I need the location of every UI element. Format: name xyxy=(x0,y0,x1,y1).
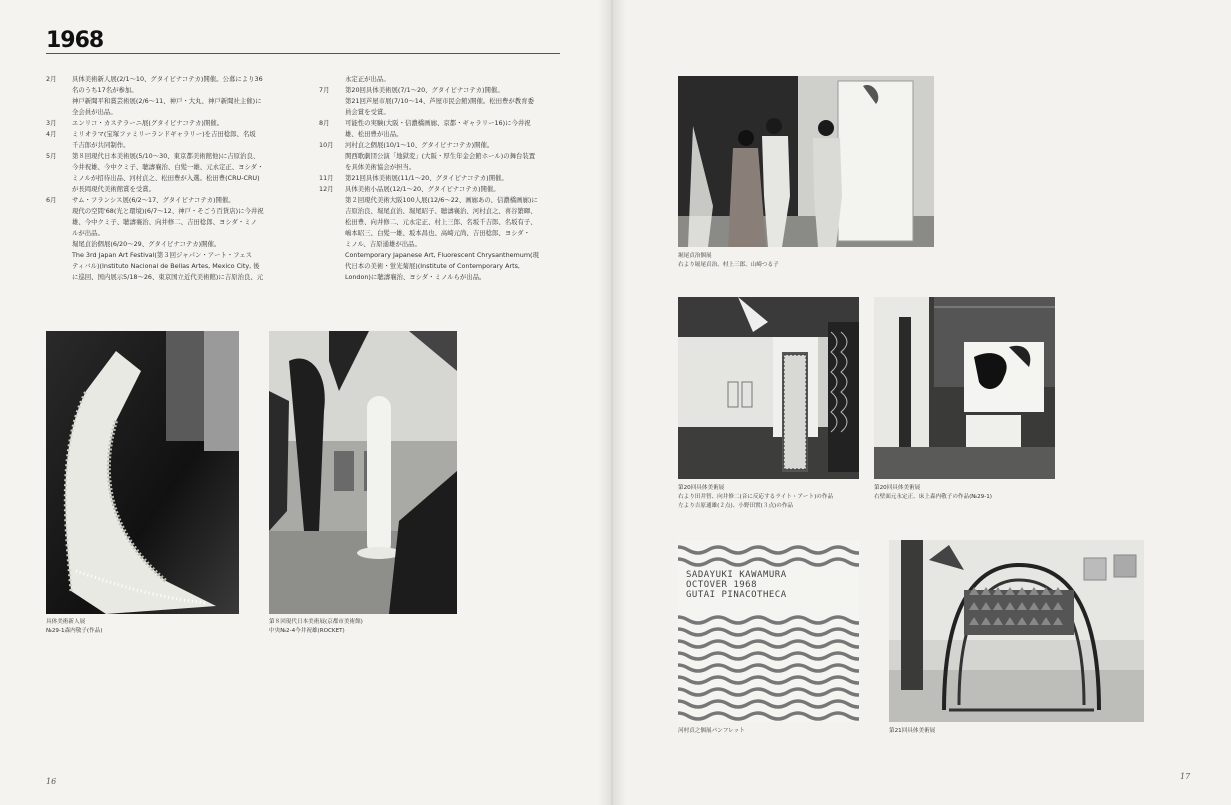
chronology-month: 8月 xyxy=(319,119,330,127)
chronology-entry xyxy=(319,272,579,283)
chronology-month xyxy=(46,173,72,184)
photo-e-caption-line2: 右壁面元永定正、床上森内敬子の作品(№29-1) xyxy=(874,494,992,500)
photo-gutai-newcomers-work xyxy=(46,331,239,614)
chronology-text: ミノル、吉原通雄が出品。 xyxy=(345,240,421,248)
chronology-entry xyxy=(319,118,579,129)
chronology-month xyxy=(319,74,345,85)
chronology-text: エンリコ・カステラーニ展(グタイピナコテカ)開催。 xyxy=(72,119,224,127)
chronology-entry xyxy=(46,261,308,272)
chronology-text: 現代の空間'68(光と環境)(6/7～12、神戸・そごう百貨店)に今井祝 xyxy=(72,207,264,215)
chronology-entry xyxy=(46,74,308,85)
chronology-text: 雄、松田豊が出品。 xyxy=(345,130,403,138)
chronology-month xyxy=(46,107,72,118)
chronology-month: 3月 xyxy=(46,119,57,127)
chronology-text: 第21回具体美術展(11/1～20、グタイピナコテカ)開催。 xyxy=(345,174,508,182)
photo-e-caption-line1: 第20回具体美術展 xyxy=(874,485,921,491)
chronology-month: 2月 xyxy=(46,75,57,83)
chronology-month xyxy=(319,151,345,162)
chronology-entry xyxy=(46,272,308,283)
year-heading: 1968 xyxy=(46,28,104,53)
photo-a-caption-line2: №29-1森内敬子(作品) xyxy=(46,628,103,634)
chronology-entry xyxy=(319,217,579,228)
photo-b-caption-line2: 中央№2-4今井祝雄(ROCKET) xyxy=(269,628,345,634)
chronology-entry xyxy=(319,96,579,107)
chronology-entry xyxy=(319,228,579,239)
chronology-text: 千吉郎が共同制作。 xyxy=(72,141,130,149)
chronology-month xyxy=(46,217,72,228)
chronology-text: 第２回現代美術大阪100人展(12/6～22、画廊あの、信濃橋画廊)に xyxy=(345,196,538,204)
chronology-month xyxy=(319,206,345,217)
chronology-text: 関西歌劇団公演「地獄変」(大阪・厚生年金会館ホール)の舞台装置 xyxy=(345,152,536,160)
chronology-entry xyxy=(46,129,308,140)
chronology-month: 11月 xyxy=(319,174,334,182)
chronology-entry xyxy=(319,151,579,162)
chronology-month xyxy=(319,228,345,239)
chronology-entry xyxy=(46,96,308,107)
chronology-entry xyxy=(46,195,308,206)
chronology-month xyxy=(319,261,345,272)
chronology-text: 名のうち17名が参加。 xyxy=(72,86,138,94)
chronology-entry xyxy=(46,140,308,151)
chronology-month xyxy=(319,250,345,261)
chronology-entry xyxy=(46,162,308,173)
photo-21st-gutai-exhibition xyxy=(889,540,1144,722)
chronology-text: 第20回具体美術展(7/1～20、グタイピナコテカ)開催。 xyxy=(345,86,504,94)
chronology-entry xyxy=(46,239,308,250)
chronology-text: に巡回、国内展示5/18～26、東京国立近代美術館)に吉原治良、元 xyxy=(72,273,264,281)
chronology-month xyxy=(319,107,345,118)
photo-d-caption-line3: 左より吉原通雄(２点)、小野田實(３点)の作品 xyxy=(678,503,794,509)
photo-rocket-installation xyxy=(269,331,457,614)
chronology-text: が長岡現代美術館賞を受賞。 xyxy=(72,185,156,193)
chronology-month xyxy=(319,96,345,107)
chronology-text: 神戸新聞平和賞芸術展(2/6～11、神戸・大丸、神戸新聞社主催)に xyxy=(72,97,262,105)
chronology-month xyxy=(46,250,72,261)
chronology-entry xyxy=(319,74,579,85)
chronology-month: 10月 xyxy=(319,141,334,149)
chronology-month xyxy=(319,162,345,173)
chronology-text: 吉原治良、堀尾貞治、堀尾昭子、聴濤襄治、河村貞之、喜谷繁暉、 xyxy=(345,207,537,215)
chronology-text: 第８回現代日本美術展(5/10～30、東京都美術館他)に吉原治良、 xyxy=(72,152,260,160)
chronology-entry xyxy=(319,239,579,250)
chronology-entry xyxy=(46,228,308,239)
chronology-entry xyxy=(46,250,308,261)
chronology-text: 雄、今中クミ子、聴濤襄治、向井修二、吉田稔郎、ヨシダ・ミノ xyxy=(72,218,258,226)
heading-rule xyxy=(46,53,560,54)
chronology-text: The 3rd Japan Art Festival(第３回ジャパン・アート・フェス xyxy=(72,251,253,259)
chronology-month xyxy=(319,217,345,228)
photo-a-caption-line1: 具体美術新人展 xyxy=(46,619,86,625)
chronology-entry xyxy=(319,250,579,261)
chronology-entry xyxy=(319,129,579,140)
chronology-month xyxy=(46,184,72,195)
chronology-month xyxy=(46,272,72,283)
photo-f-caption: 河村貞之個展パンフレット xyxy=(678,728,745,734)
photo-c-caption-line1: 堀尾貞治個展 xyxy=(678,253,712,259)
chronology-text: ミノルが招待出品、河村貞之、松田豊が入選。松田豊(CRU-CRU) xyxy=(72,174,260,182)
chronology-entry xyxy=(319,140,579,151)
chronology-column-1 xyxy=(46,74,308,283)
photo-b-caption-line1: 第８回現代日本美術展(京都市美術館) xyxy=(269,619,363,625)
chronology-text: 嶋本昭三、白髪一雄、坂本昌也、高崎元尚、吉田稔郎、ヨシダ・ xyxy=(345,229,531,237)
chronology-text: ミリオラマ(宝塚ファミリーランドギャラリー)を吉田稔郎、名坂 xyxy=(72,130,256,138)
chronology-entry xyxy=(46,151,308,162)
page-number-left: 16 xyxy=(46,777,57,786)
chronology-text: 第21回芦屋市展(7/10～14、芦屋市民会館)開催。松田豊が教育委 xyxy=(345,97,534,105)
pamphlet-date-text: OCTOVER 1968 xyxy=(686,580,758,590)
chronology-text: London)に聴濤襄治、ヨシダ・ミノルらが出品。 xyxy=(345,273,486,281)
chronology-entry xyxy=(319,195,579,206)
page-number-right: 17 xyxy=(1180,772,1191,781)
photo-20th-gutai-wall-painting xyxy=(874,297,1055,479)
chronology-entry xyxy=(319,184,579,195)
chronology-month: 7月 xyxy=(319,86,330,94)
chronology-text: サム・フランシス展(6/2～17、グタイピナコテカ)開催。 xyxy=(72,196,235,204)
chronology-text: 全会員が出品。 xyxy=(72,108,117,116)
pamphlet-venue-text: GUTAI PINACOTHECA xyxy=(686,590,787,600)
chronology-text: 可能性の実験(大阪・信濃橋画廊、京都・ギャラリー16)に今井祝 xyxy=(345,119,531,127)
chronology-month xyxy=(319,272,345,283)
chronology-month xyxy=(46,239,72,250)
chronology-month xyxy=(46,228,72,239)
chronology-entry xyxy=(319,173,579,184)
chronology-entry xyxy=(46,217,308,228)
chronology-month xyxy=(319,239,345,250)
chronology-month: 4月 xyxy=(46,130,57,138)
chronology-text: Contemporary Japanese Art, Fluorescent Chrysanthemum(現 xyxy=(345,251,539,259)
chronology-entry xyxy=(319,261,579,272)
chronology-text: 員会賞を受賞。 xyxy=(345,108,390,116)
chronology-month: 12月 xyxy=(319,185,334,193)
chronology-text: 具体美術小品展(12/1～20、グタイピナコテカ)開催。 xyxy=(345,185,500,193)
chronology-entry xyxy=(319,107,579,118)
chronology-text: を具体美術協会が担当。 xyxy=(345,163,416,171)
pamphlet-name-text: SADAYUKI KAWAMURA xyxy=(686,570,787,580)
chronology-month xyxy=(46,261,72,272)
chronology-text: 具体美術新人展(2/1～10、グタイピナコテカ)開催。公募により36 xyxy=(72,75,263,83)
photo-horio-solo-exhibition xyxy=(678,76,934,247)
chronology-month xyxy=(46,140,72,151)
chronology-text: 堀尾貞治個展(6/20～29、グタイピナコテカ)開催。 xyxy=(72,240,221,248)
photo-d-caption-line2: 右より田井智、向井修二(音に反応するライト・アート)の作品 xyxy=(678,494,834,500)
chronology-entry xyxy=(46,118,308,129)
chronology-entry xyxy=(46,173,308,184)
chronology-entry xyxy=(46,206,308,217)
chronology-text: 松田豊、向井修二、元永定正、村上三郎、名坂千吉郎、名坂有子、 xyxy=(345,218,537,226)
chronology-entry xyxy=(319,85,579,96)
chronology-month xyxy=(319,195,345,206)
chronology-month xyxy=(46,96,72,107)
chronology-text: 代日本の美術・蛍光菊展)(Institute of Contemporary Arts, xyxy=(345,262,520,270)
photo-20th-gutai-light-art xyxy=(678,297,859,479)
chronology-text: 河村貞之個展(10/1～10、グタイピナコテカ)開催。 xyxy=(345,141,494,149)
chronology-month xyxy=(319,129,345,140)
photo-kawamura-pamphlet xyxy=(678,540,859,722)
chronology-entry xyxy=(319,162,579,173)
chronology-entry xyxy=(46,85,308,96)
photo-c-caption-line2: 右より堀尾貞治、村上三郎、山崎つる子 xyxy=(678,262,779,268)
chronology-text: 永定正が出品。 xyxy=(345,75,390,83)
chronology-text: 今井祝雄、今中クミ子、聴濤襄治、白髪一雄、元永定正、ヨシダ・ xyxy=(72,163,264,171)
chronology-month xyxy=(46,162,72,173)
chronology-month xyxy=(46,85,72,96)
chronology-entry xyxy=(46,184,308,195)
chronology-entry xyxy=(319,206,579,217)
chronology-entry xyxy=(46,107,308,118)
chronology-month xyxy=(46,206,72,217)
photo-g-caption: 第21回具体美術展 xyxy=(889,728,936,734)
chronology-month: 6月 xyxy=(46,196,57,204)
chronology-text: ティバル)(Instituto Nacional de Bellas Artes, Mexico City, 後 xyxy=(72,262,260,270)
book-gutter xyxy=(598,0,626,805)
chronology-column-2 xyxy=(319,74,579,283)
chronology-month: 5月 xyxy=(46,152,57,160)
photo-d-caption-line1: 第20回具体美術展 xyxy=(678,485,725,491)
chronology-text: ルが出品。 xyxy=(72,229,104,237)
